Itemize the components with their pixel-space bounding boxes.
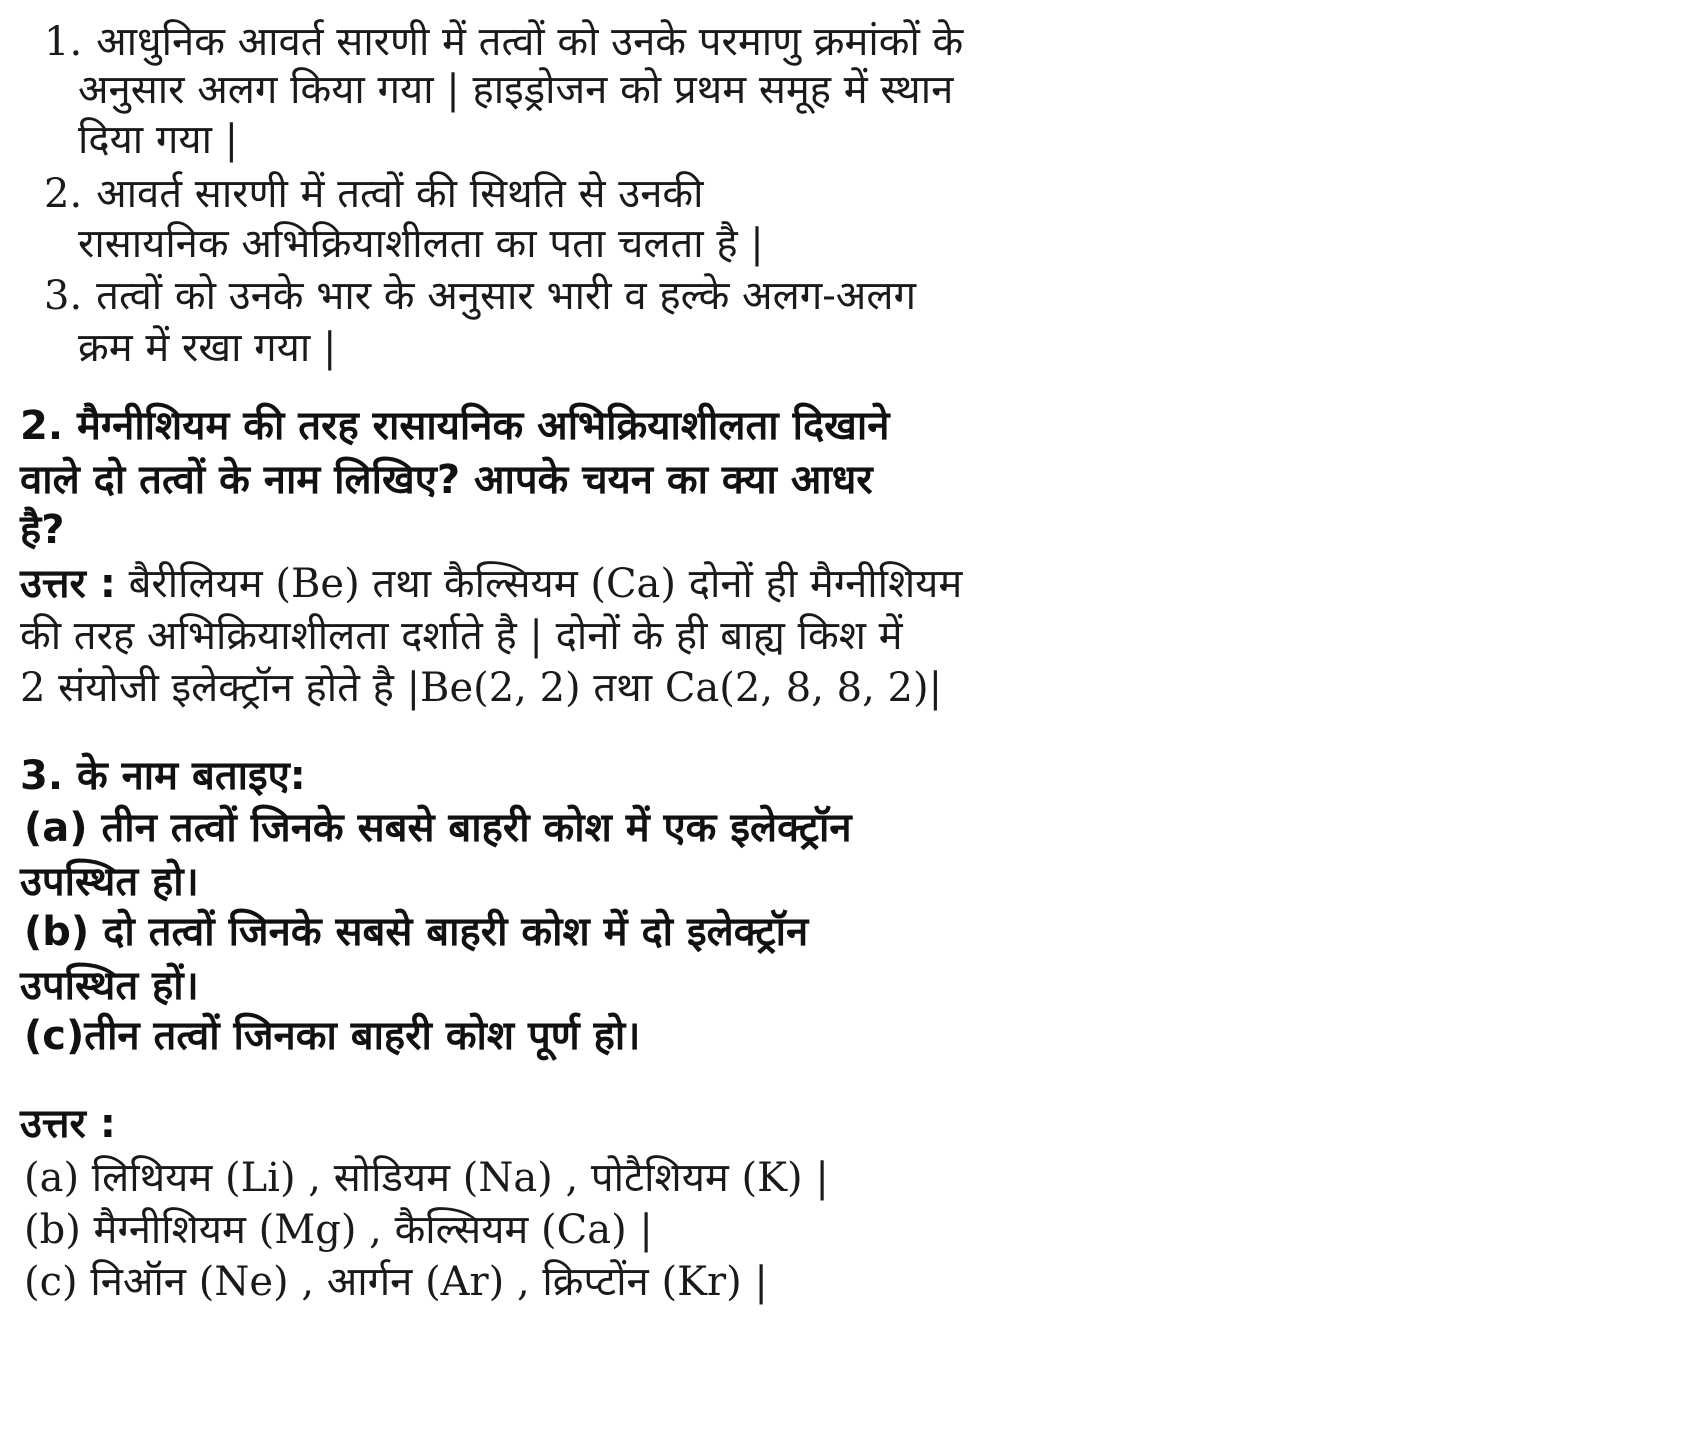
question-3-line-6: (c)तीन तत्वों जिनका बाहरी कोश पूर्ण हो। (24, 1013, 641, 1059)
question-2-line-3: है? (20, 507, 65, 553)
question-3-line-4: (b) दो तत्वों जिनके सबसे बाहरी कोश में दो इलेक्ट्रॉन (24, 909, 809, 955)
answer-3-label: उत्तर : (20, 1101, 116, 1147)
list-item-3-line-2: क्रम में रखा गया | (78, 325, 337, 371)
list-item-1-line-2: अनुसार अलग किया गया | हाइड्रोजन को प्रथम समूह में स्थान (78, 67, 954, 113)
question-2-line-1: 2. मैग्नीशियम की तरह रासायनिक अभिक्रियाशीलता दिखाने (20, 403, 890, 449)
list-text: आवर्त सारणी में तत्वों की सिथति से उनकी (96, 171, 704, 217)
list-number: 2. (44, 171, 83, 217)
list-item-1-line-3: दिया गया | (78, 117, 239, 163)
list-item-2-line-2: रासायनिक अभिक्रियाशीलता का पता चलता है | (78, 221, 764, 267)
list-number: 3. (44, 273, 83, 319)
list-text: आधुनिक आवर्त सारणी में तत्वों को उनके परमाणु क्रमांकों के (96, 19, 964, 65)
answer-3-line-1: (a) लिथियम (Li) , सोडियम (Na) , पोटैशियम (K) | (24, 1155, 829, 1201)
answer-3-line-2: (b) मैग्नीशियम (Mg) , कैल्सियम (Ca) | (24, 1207, 653, 1253)
question-2-line-2: वाले दो तत्वों के नाम लिखिए? आपके चयन का क्या आधर (20, 457, 873, 503)
answer-label: उत्तर : (20, 561, 116, 607)
answer-text: बैरीलियम (Be) तथा कैल्सियम (Ca) दोनों ही मैग्नीशियम (128, 561, 963, 607)
list-number: 1. (44, 19, 83, 65)
answer-2-line-3: 2 संयोजी इलेक्ट्रॉन होते है |Be(2, 2) तथा Ca(2, 8, 8, 2)| (20, 665, 943, 711)
list-item-3-line-1 (44, 268, 916, 324)
question-3-line-2: (a) तीन तत्वों जिनके सबसे बाहरी कोश में एक इलेक्ट्रॉन (24, 805, 852, 851)
question-3-line-5: उपस्थित हों। (20, 963, 199, 1009)
answer-3-line-3: (c) निऑन (Ne) , आर्गन (Ar) , क्रिप्टोंन (Kr) | (24, 1259, 768, 1305)
answer-2-line-1 (20, 556, 962, 612)
answer-2-line-2: की तरह अभिक्रियाशीलता दर्शाते है | दोनों के ही बाह्य किश में (20, 613, 903, 659)
list-text: तत्वों को उनके भार के अनुसार भारी व हल्के अलग-अलग (96, 273, 916, 319)
question-3-line-1: 3. के नाम बताइए: (20, 753, 306, 799)
list-item-2-line-1 (44, 166, 704, 222)
question-3-line-3: उपस्थित हो। (20, 859, 199, 905)
